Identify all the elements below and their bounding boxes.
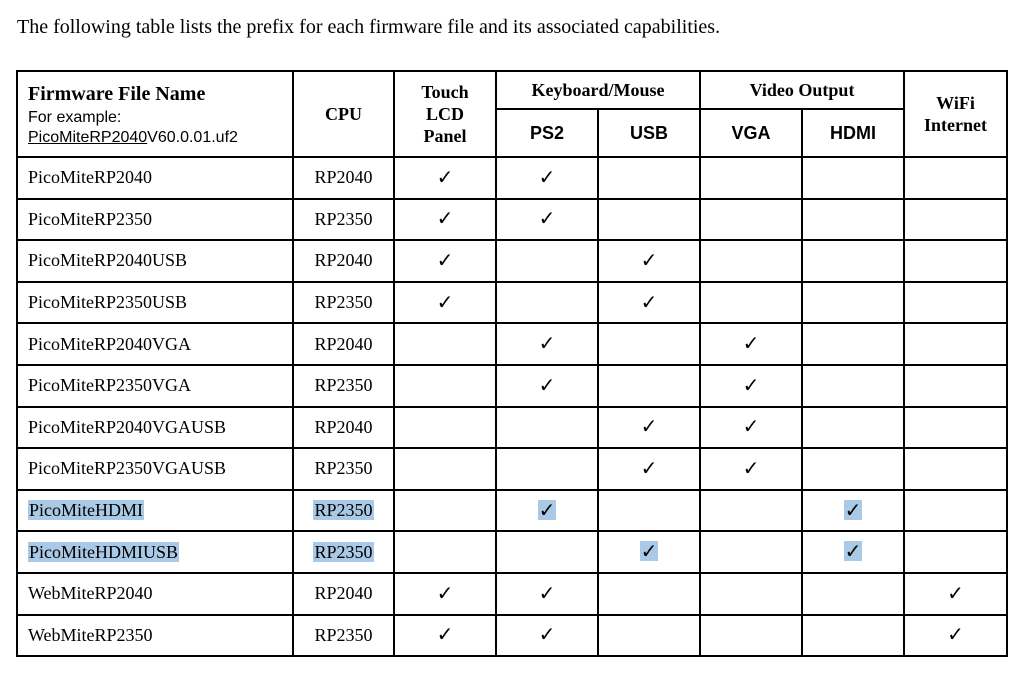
check-icon: ✓ (742, 414, 760, 439)
firmware-name-cell (17, 448, 293, 490)
firmware-name-cell (17, 531, 293, 573)
vga-cell (700, 448, 802, 490)
vga-cell (700, 573, 802, 615)
check-icon: ✓ (538, 580, 556, 605)
table-row (17, 240, 1007, 282)
firmware-name: PicoMiteRP2350VGAUSB (28, 458, 227, 479)
table-row (17, 573, 1007, 615)
header-video-output: Video Output (700, 71, 904, 109)
wifi-cell (904, 448, 1007, 490)
cpu-value: RP2040 (314, 416, 373, 437)
touch-cell (394, 199, 496, 241)
header-usb: USB (598, 109, 700, 157)
firmware-name-cell (17, 282, 293, 324)
usb-cell (598, 199, 700, 241)
check-icon: ✓ (436, 622, 454, 647)
cpu-cell (293, 365, 394, 407)
cpu-cell (293, 531, 394, 573)
header-example-suffix: V60.0.01.uf2 (147, 129, 238, 146)
hdmi-cell (802, 448, 904, 490)
firmware-name-cell (17, 240, 293, 282)
hdmi-cell (802, 573, 904, 615)
wifi-cell (904, 490, 1007, 532)
touch-cell (394, 157, 496, 199)
check-icon: ✓ (436, 289, 454, 314)
touch-cell (394, 531, 496, 573)
hdmi-cell (802, 407, 904, 449)
cpu-value: RP2350 (314, 541, 373, 562)
table-row (17, 448, 1007, 490)
cpu-value: RP2040 (314, 167, 373, 188)
hdmi-cell (802, 157, 904, 199)
usb-cell (598, 282, 700, 324)
touch-cell (394, 573, 496, 615)
check-icon: ✓ (538, 206, 556, 231)
hdmi-cell (802, 490, 904, 532)
usb-cell (598, 490, 700, 532)
header-vga: VGA (700, 109, 802, 157)
hdmi-cell (802, 323, 904, 365)
cpu-value: RP2350 (314, 624, 373, 645)
cpu-cell (293, 199, 394, 241)
intro-paragraph: The following table lists the prefix for each firmware file and its associated capabilities. (17, 16, 721, 38)
ps2-cell (496, 157, 598, 199)
hdmi-cell (802, 531, 904, 573)
cpu-cell (293, 157, 394, 199)
check-icon: ✓ (538, 497, 556, 522)
hdmi-cell (802, 615, 904, 657)
firmware-name: PicoMiteRP2350USB (28, 292, 188, 313)
firmware-name-cell (17, 365, 293, 407)
check-icon: ✓ (436, 580, 454, 605)
firmware-capabilities-table (16, 70, 1008, 657)
hdmi-cell (802, 240, 904, 282)
touch-cell (394, 365, 496, 407)
check-icon: ✓ (640, 247, 658, 272)
touch-cell (394, 323, 496, 365)
table-row (17, 365, 1007, 407)
check-icon: ✓ (538, 164, 556, 189)
table-row (17, 282, 1007, 324)
vga-cell (700, 615, 802, 657)
cpu-cell (293, 323, 394, 365)
check-icon: ✓ (640, 455, 658, 480)
touch-cell (394, 615, 496, 657)
header-cpu: CPU (293, 71, 394, 157)
touch-cell (394, 282, 496, 324)
header-firmware-file-name (17, 71, 293, 157)
wifi-cell (904, 199, 1007, 241)
usb-cell (598, 240, 700, 282)
check-icon: ✓ (436, 164, 454, 189)
usb-cell (598, 615, 700, 657)
vga-cell (700, 365, 802, 407)
cpu-cell (293, 573, 394, 615)
wifi-cell (904, 407, 1007, 449)
wifi-cell (904, 282, 1007, 324)
ps2-cell (496, 240, 598, 282)
cpu-value: RP2350 (314, 458, 373, 479)
wifi-cell (904, 157, 1007, 199)
check-icon: ✓ (742, 372, 760, 397)
cpu-cell (293, 490, 394, 532)
ps2-cell (496, 531, 598, 573)
usb-cell (598, 573, 700, 615)
ps2-cell (496, 448, 598, 490)
wifi-cell (904, 573, 1007, 615)
firmware-name: PicoMiteRP2350 (28, 208, 153, 229)
firmware-name: PicoMiteRP2040 (28, 167, 153, 188)
ps2-cell (496, 199, 598, 241)
cpu-cell (293, 407, 394, 449)
vga-cell (700, 323, 802, 365)
hdmi-cell (802, 282, 904, 324)
table-row (17, 531, 1007, 573)
check-icon: ✓ (436, 206, 454, 231)
header-touch-lcd-panel: Touch LCD Panel (394, 71, 496, 157)
firmware-name: PicoMiteRP2040USB (28, 250, 188, 271)
table-row (17, 490, 1007, 532)
firmware-name-cell (17, 615, 293, 657)
touch-cell (394, 407, 496, 449)
vga-cell (700, 240, 802, 282)
cpu-value: RP2350 (314, 375, 373, 396)
usb-cell (598, 531, 700, 573)
wifi-cell (904, 531, 1007, 573)
ps2-cell (496, 615, 598, 657)
check-icon: ✓ (742, 331, 760, 356)
table-body (17, 157, 1007, 656)
vga-cell (700, 531, 802, 573)
usb-cell (598, 157, 700, 199)
firmware-name: PicoMiteRP2040VGA (28, 333, 192, 354)
cpu-value: RP2040 (314, 333, 373, 354)
cpu-cell (293, 448, 394, 490)
cpu-cell (293, 240, 394, 282)
header-example-prefix: PicoMiteRP2040 (28, 129, 148, 146)
header-example-label: For example: (28, 109, 122, 126)
header-ps2: PS2 (496, 109, 598, 157)
check-icon: ✓ (538, 331, 556, 356)
check-icon: ✓ (640, 289, 658, 314)
hdmi-cell (802, 365, 904, 407)
vga-cell (700, 199, 802, 241)
table-row (17, 199, 1007, 241)
firmware-name-cell (17, 323, 293, 365)
firmware-name: WebMiteRP2040 (28, 583, 153, 604)
ps2-cell (496, 573, 598, 615)
firmware-name: PicoMiteRP2040VGAUSB (28, 416, 227, 437)
vga-cell (700, 490, 802, 532)
ps2-cell (496, 282, 598, 324)
vga-cell (700, 282, 802, 324)
firmware-name: WebMiteRP2350 (28, 624, 153, 645)
header-example-filename (28, 128, 292, 148)
usb-cell (598, 323, 700, 365)
touch-cell (394, 448, 496, 490)
check-icon: ✓ (640, 414, 658, 439)
check-icon: ✓ (947, 580, 964, 605)
firmware-name-cell (17, 199, 293, 241)
usb-cell (598, 365, 700, 407)
check-icon: ✓ (844, 539, 862, 564)
check-icon: ✓ (742, 455, 760, 480)
check-icon: ✓ (538, 622, 556, 647)
check-icon: ✓ (436, 247, 454, 272)
ps2-cell (496, 407, 598, 449)
ps2-cell (496, 323, 598, 365)
check-icon: ✓ (844, 497, 862, 522)
touch-cell (394, 490, 496, 532)
cpu-value: RP2040 (314, 583, 373, 604)
firmware-name-cell (17, 157, 293, 199)
firmware-name-cell (17, 407, 293, 449)
usb-cell (598, 448, 700, 490)
wifi-cell (904, 365, 1007, 407)
table-row (17, 157, 1007, 199)
hdmi-cell (802, 199, 904, 241)
check-icon: ✓ (640, 539, 658, 564)
cpu-cell (293, 615, 394, 657)
firmware-name-cell (17, 490, 293, 532)
table-row (17, 323, 1007, 365)
touch-cell (394, 240, 496, 282)
header-wifi-internet: WiFi Internet (904, 71, 1007, 157)
firmware-name-cell (17, 573, 293, 615)
cpu-cell (293, 282, 394, 324)
table-row (17, 407, 1007, 449)
wifi-cell (904, 240, 1007, 282)
check-icon: ✓ (947, 622, 964, 647)
usb-cell (598, 407, 700, 449)
cpu-value: RP2350 (314, 292, 373, 313)
cpu-value: RP2040 (314, 250, 373, 271)
firmware-name: PicoMiteHDMIUSB (29, 541, 179, 562)
table-row (17, 615, 1007, 657)
ps2-cell (496, 365, 598, 407)
firmware-name: PicoMiteRP2350VGA (28, 375, 192, 396)
wifi-cell (904, 615, 1007, 657)
cpu-value: RP2350 (314, 208, 373, 229)
header-keyboard-mouse: Keyboard/Mouse (496, 71, 700, 109)
cpu-value: RP2350 (314, 500, 373, 521)
check-icon: ✓ (538, 372, 556, 397)
wifi-cell (904, 323, 1007, 365)
header-firmware-title: Firmware File Name (28, 83, 206, 105)
header-hdmi: HDMI (802, 109, 904, 157)
firmware-name: PicoMiteHDMI (29, 500, 143, 521)
vga-cell (700, 157, 802, 199)
vga-cell (700, 407, 802, 449)
ps2-cell (496, 490, 598, 532)
